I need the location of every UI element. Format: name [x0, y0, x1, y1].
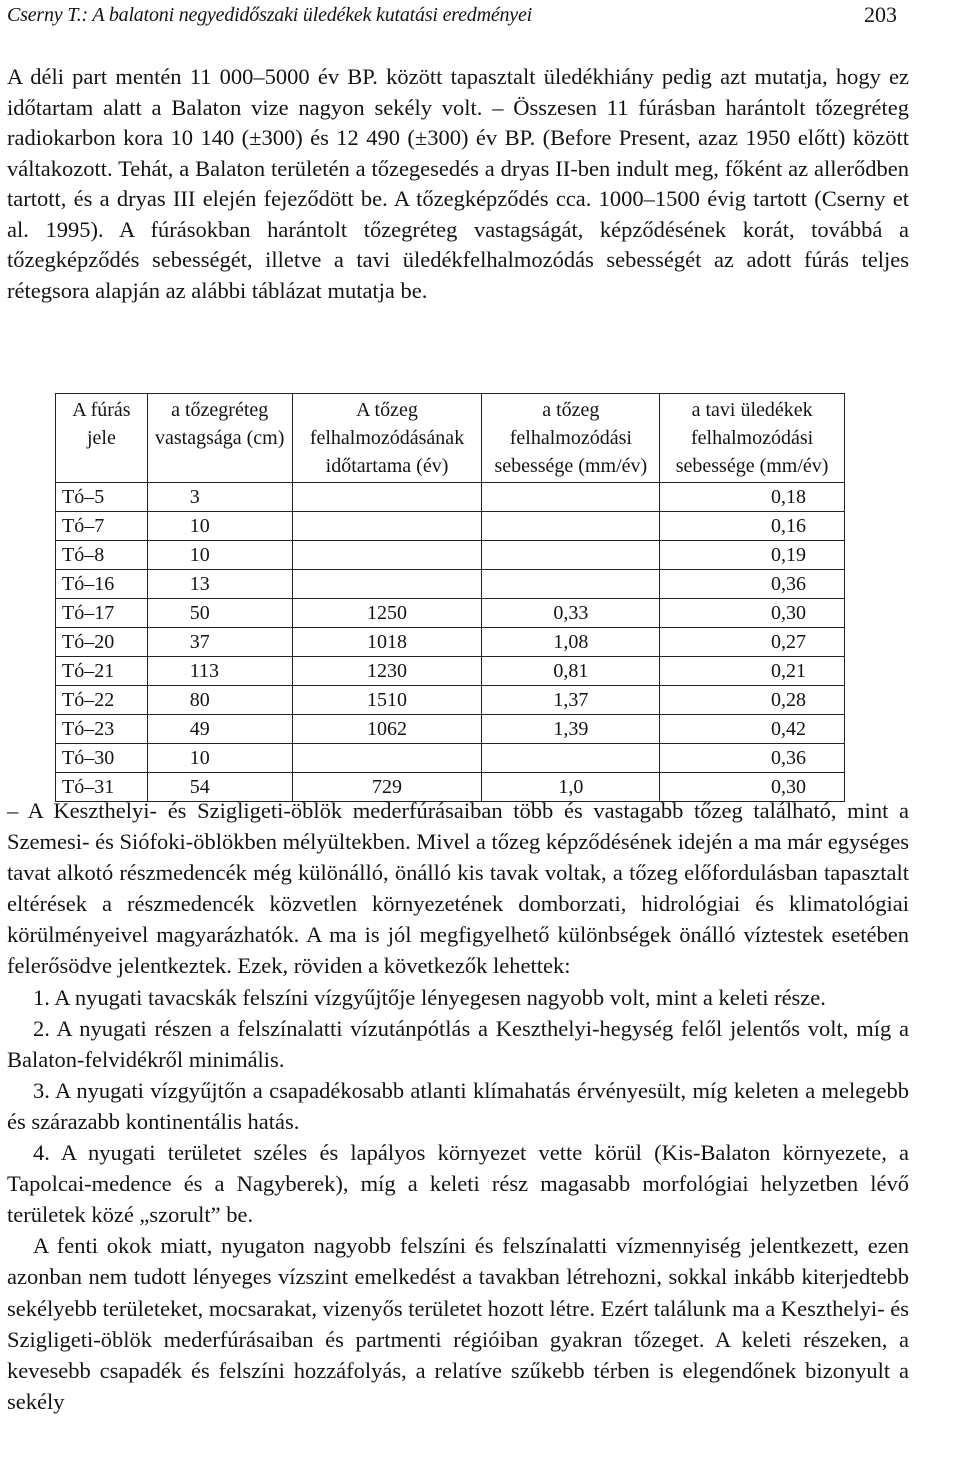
table-cell — [482, 541, 660, 570]
table-cell — [292, 744, 482, 773]
intro-paragraph: A déli part mentén 11 000–5000 év BP. között tapasztalt üledékhiány pedig azt mutatja, hogy ez időtartam alatt a Balaton vize nagyon sekély volt. – Összesen 11 fúrásban harántolt tőzegréteg radiokarbon kora 10 140 (±300) és 12 490 (±300) év BP. (Before Present, azaz 1950 előtt) között váltakozott. Tehát, a Balaton területén a tőzegesedés a dryas II-ben indult meg, főként az allerődben tartott, és a dryas III elején fejeződött be. A tőzegképződés cca. 1000–1500 évig tartott (Cserny et al. 1995). A fúrásokban harántolt tőzegréteg vastagságát, képződésének korát, továbbá a tőzegképződés sebességét, illetve a tavi üledékfelhalmozódás sebességét az adott fúrás teljes rétegsora alapján az alábbi táblázat mutatja be. — [7, 64, 909, 303]
body-paragraph: A fenti okok miatt, nyugaton nagyobb felszíni és felszínalatti vízmennyiség jelentkezett, ezen azonban nem tudott lényeges vízszint emelkedést a tavakban létrehozni, sokkal inkább kiterjedtebb sekélyebb területeket, mocsarakat, vizenyős területet hozott létre. Ezért találunk ma a Keszthelyi- és Szigligeti-öblök mederfúrásaiban és partmenti régióiban gyakran tőzeget. A keleti részeken, a kevesebb csapadék és felszíni hozzáfolyás, a relatíve szűkebb térben is elegendőnek bizonyult a sekély — [7, 1233, 909, 1414]
table-cell: Tó–17 — [56, 599, 148, 628]
table-cell — [482, 570, 660, 599]
table-cell: 1250 — [292, 599, 482, 628]
body-paragraph: – A Keszthelyi- és Szigligeti-öblök mederfúrásaiban több és vastagabb tőzeg található, mint a Szemesi- és Siófoki-öblökben mélyültekben. Mivel a tőzeg képződésének idején a ma már egységes tavat alkotó részmedencék még különálló, önálló kis tavak voltak, a tőzeg előfordulásban tapasztalt eltérések a részmedencék közvetlen környezetének domborzati, hidrológiai és klimatológiai körülményeivel magyarázhatók. A ma is jól megfigyelhető különbségek önálló víztestek esetében felerősödve jelentkeztek. Ezek, röviden a következők lehettek: — [7, 798, 909, 979]
running-head-title: Cserny T.: A balatoni negyedidőszaki üledékek kutatási eredményei — [7, 4, 533, 26]
table-cell: 80 — [147, 686, 292, 715]
table-cell: 0,28 — [660, 686, 845, 715]
table-cell: 0,19 — [660, 541, 845, 570]
table-cell: 10 — [147, 512, 292, 541]
table-cell: 0,30 — [660, 599, 845, 628]
table-cell: Tó–20 — [56, 628, 148, 657]
table-cell: 49 — [147, 715, 292, 744]
body-text — [7, 795, 909, 1417]
table-header-row — [56, 394, 845, 483]
table-cell: Tó–30 — [56, 744, 148, 773]
table-cell: 0,36 — [660, 570, 845, 599]
table-cell — [292, 512, 482, 541]
table-row — [56, 483, 845, 512]
table-row — [56, 744, 845, 773]
table-cell: Tó–23 — [56, 715, 148, 744]
header-peat-rate: a tőzeg felhalmozódási sebessége (mm/év) — [482, 394, 660, 483]
table-body — [56, 483, 845, 802]
table-cell: Tó–8 — [56, 541, 148, 570]
table-row — [56, 541, 845, 570]
table-cell: 1,39 — [482, 715, 660, 744]
list-item-4: 4. A nyugati területet széles és lapályos környezet vette körül (Kis-Balaton környezete, a Tapolcai-medence és a Nagyberek), míg a keleti rész magasabb morfológiai helyzetben lévő területek közé „szorult” be. — [7, 1140, 909, 1228]
table-cell: 1,37 — [482, 686, 660, 715]
table-cell: 1510 — [292, 686, 482, 715]
table-cell: 10 — [147, 744, 292, 773]
header-duration: A tőzeg felhalmozódásának időtartama (év) — [292, 394, 482, 483]
table-cell: 0,42 — [660, 715, 845, 744]
table-cell: 729 — [292, 773, 482, 802]
table-cell — [482, 483, 660, 512]
table-cell: 1018 — [292, 628, 482, 657]
header-lake-rate: a tavi üledékek felhalmozódási sebessége (mm/év) — [660, 394, 845, 483]
table-row — [56, 628, 845, 657]
table-cell: 3 — [147, 483, 292, 512]
table-cell: 50 — [147, 599, 292, 628]
header-borehole: A fúrás jele — [56, 394, 148, 483]
table-cell: 1062 — [292, 715, 482, 744]
table-row — [56, 512, 845, 541]
table-row — [56, 599, 845, 628]
table-cell: 1230 — [292, 657, 482, 686]
list-item-2: 2. A nyugati részen a felszínalatti vízutánpótlás a Keszthelyi-hegység felől jelentős volt, míg a Balaton-felvidékről minimális. — [7, 1015, 909, 1072]
table-cell — [292, 541, 482, 570]
table-cell: 0,21 — [660, 657, 845, 686]
table-cell: Tó–31 — [56, 773, 148, 802]
table-cell: 0,36 — [660, 744, 845, 773]
table-cell — [482, 744, 660, 773]
table-cell: 0,18 — [660, 483, 845, 512]
page-number: 203 — [864, 2, 897, 27]
table-cell: 54 — [147, 773, 292, 802]
table-cell: 0,27 — [660, 628, 845, 657]
table-cell: Tó–5 — [56, 483, 148, 512]
header-thickness: a tőzegréteg vastagsága (cm) — [147, 394, 292, 483]
table-cell: 10 — [147, 541, 292, 570]
table-cell — [482, 512, 660, 541]
table-cell — [292, 570, 482, 599]
table-cell — [292, 483, 482, 512]
table-cell: 1,0 — [482, 773, 660, 802]
table-cell: Tó–21 — [56, 657, 148, 686]
table-cell: 0,33 — [482, 599, 660, 628]
table-cell: Tó–7 — [56, 512, 148, 541]
table-cell: 1,08 — [482, 628, 660, 657]
table-row — [56, 570, 845, 599]
peat-data-table — [55, 393, 845, 802]
table-cell: 113 — [147, 657, 292, 686]
table-cell: 13 — [147, 570, 292, 599]
table-cell: Tó–22 — [56, 686, 148, 715]
list-item-3: 3. A nyugati vízgyűjtőn a csapadékosabb atlanti klímahatás érvényesült, míg keleten a melegebb és szárazabb kontinentális hatás. — [7, 1077, 909, 1134]
running-head — [7, 0, 897, 30]
table-row — [56, 715, 845, 744]
table-cell: 37 — [147, 628, 292, 657]
table-row — [56, 657, 845, 686]
table-cell: 0,81 — [482, 657, 660, 686]
table-cell: 0,16 — [660, 512, 845, 541]
list-item-1: 1. A nyugati tavacskák felszíni vízgyűjtője lényegesen nagyobb volt, mint a keleti része. — [33, 984, 826, 1010]
table-cell: Tó–16 — [56, 570, 148, 599]
table-row — [56, 686, 845, 715]
table-cell: 0,30 — [660, 773, 845, 802]
